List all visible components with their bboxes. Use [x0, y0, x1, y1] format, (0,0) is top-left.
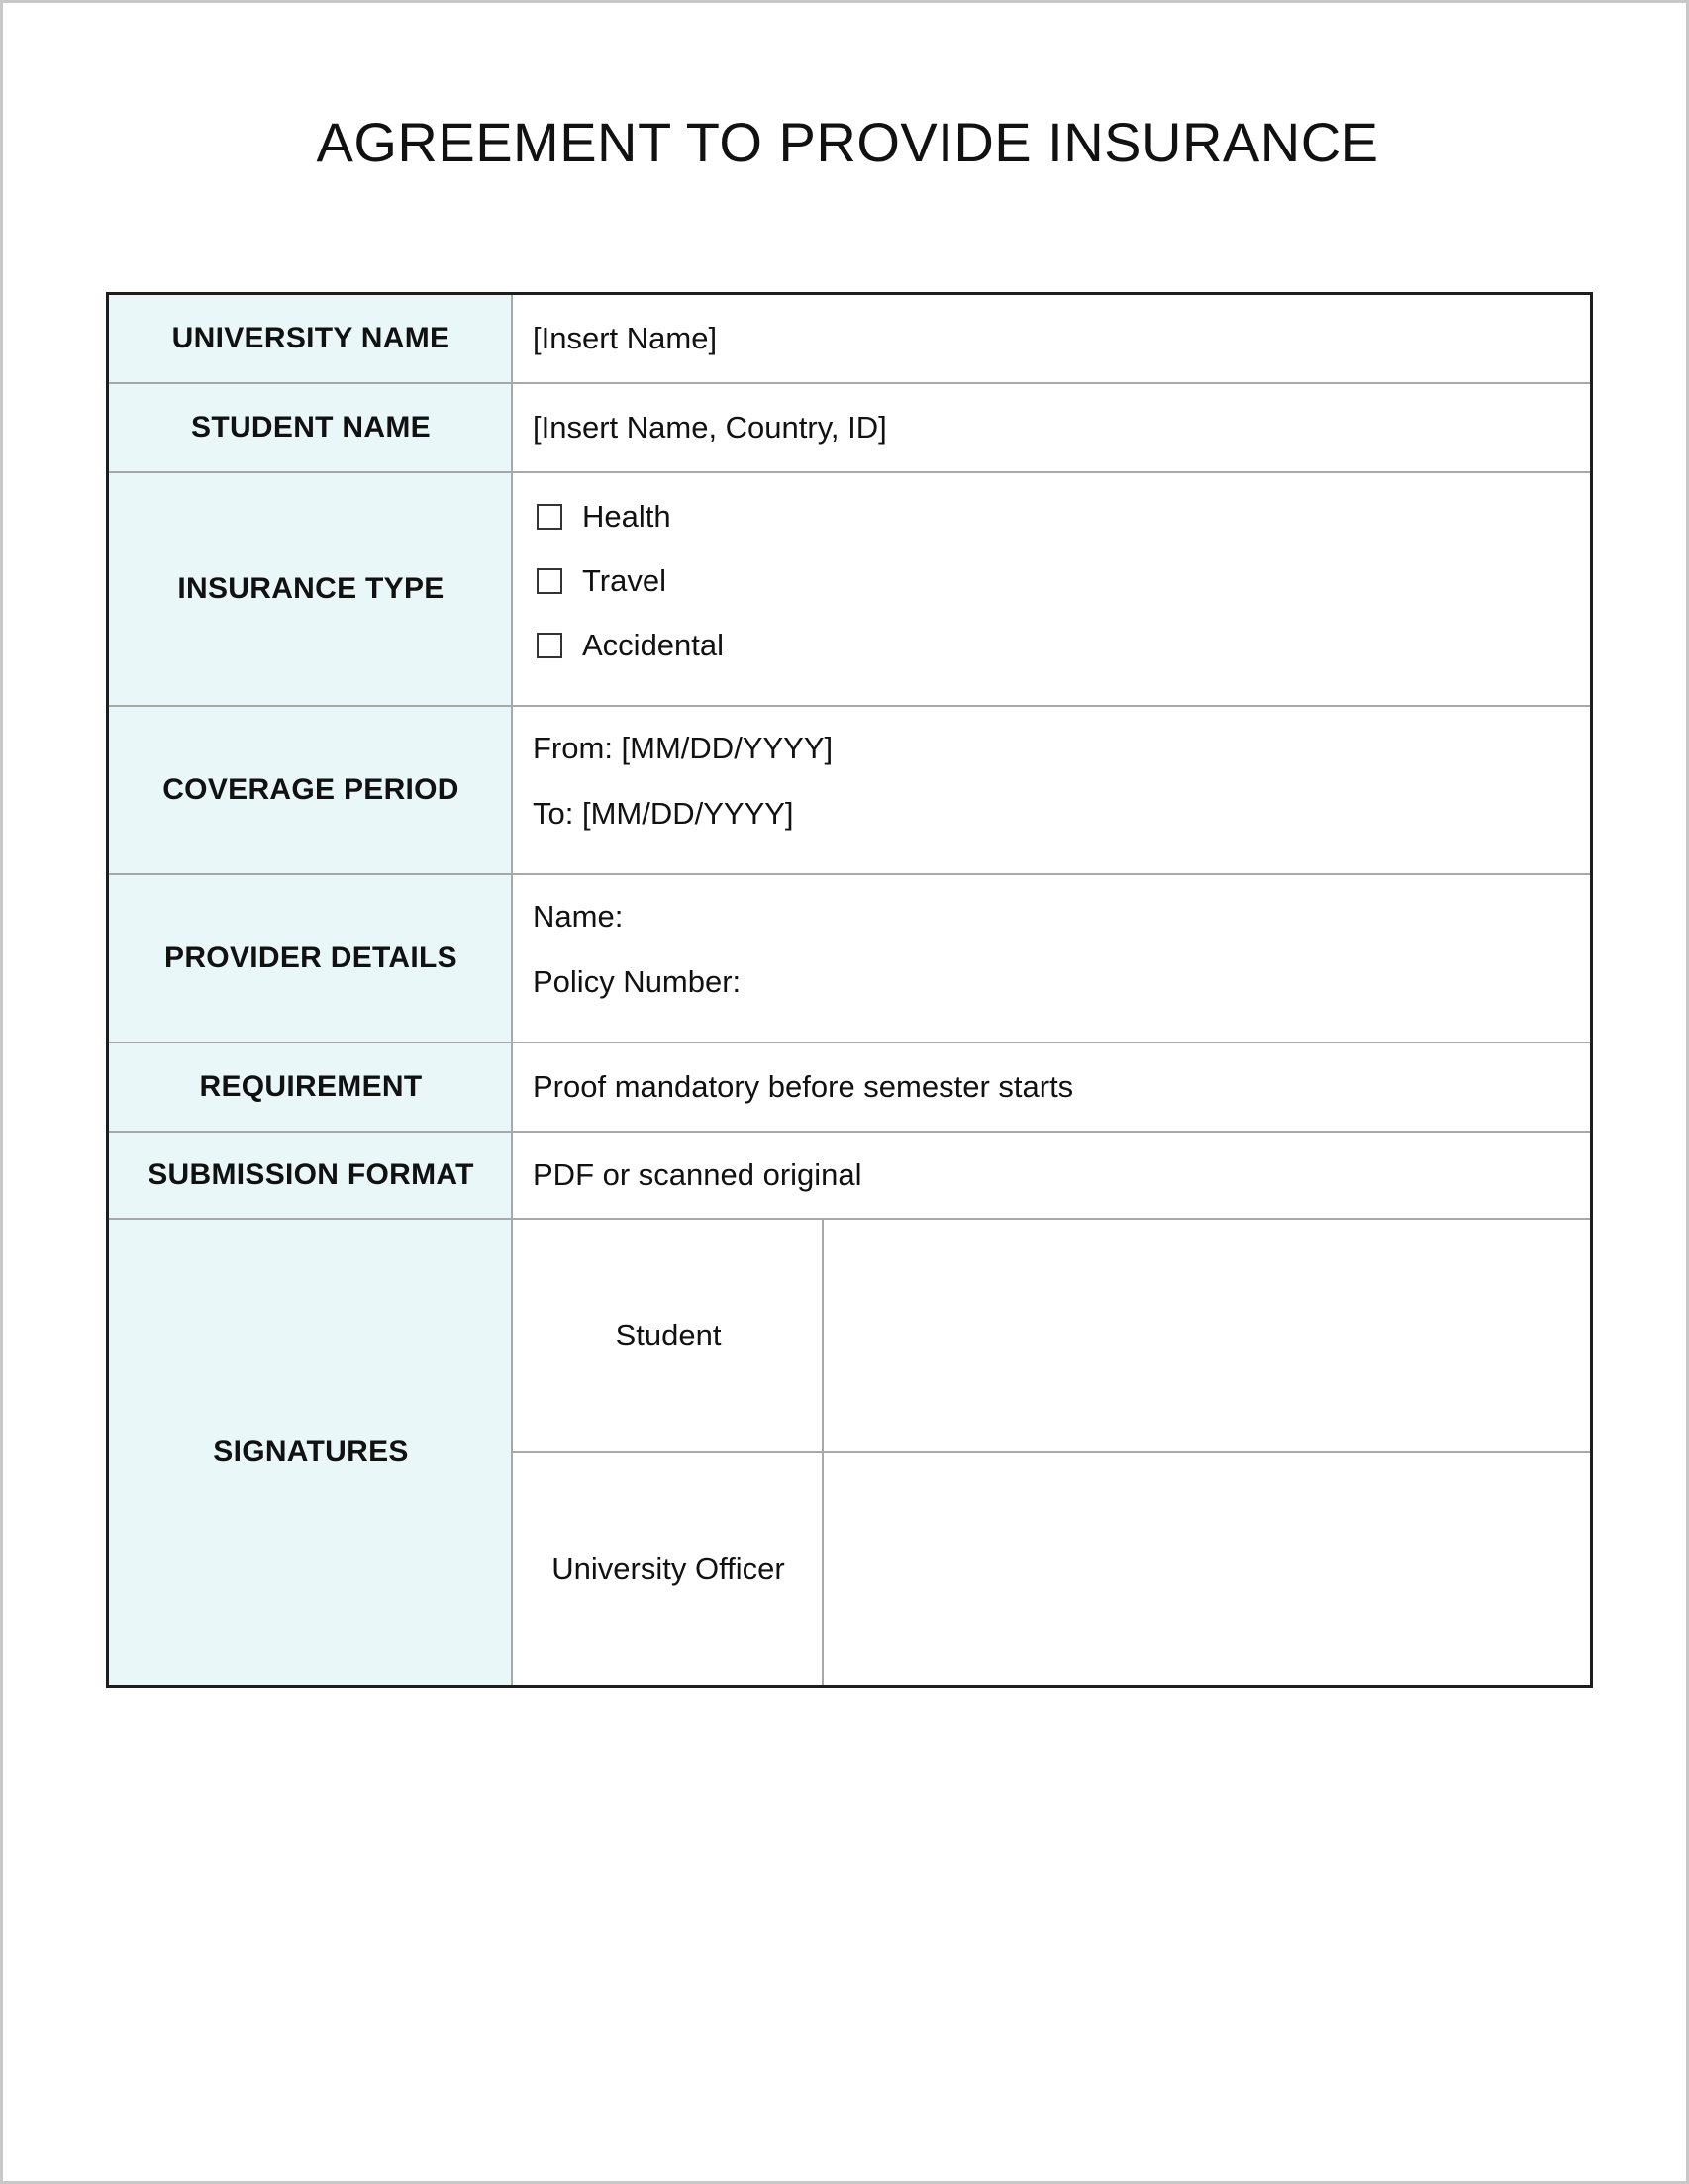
accidental-checkbox[interactable] [537, 633, 562, 658]
university-name-field[interactable]: [Insert Name] [533, 321, 718, 355]
coverage-from-field[interactable]: From: [MM/DD/YYYY] [533, 731, 834, 765]
coverage-to-field[interactable]: To: [MM/DD/YYYY] [533, 796, 794, 831]
health-checkbox[interactable] [537, 504, 562, 530]
signatures-label: SIGNATURES [213, 1436, 409, 1468]
officer-signature-field[interactable] [824, 1453, 1590, 1685]
health-option-label: Health [582, 499, 671, 534]
submission-format-label: SUBMISSION FORMAT [148, 1158, 474, 1191]
student-name-label: STUDENT NAME [191, 411, 431, 444]
insurance-type-label: INSURANCE TYPE [177, 572, 445, 605]
policy-number-field[interactable]: Policy Number: [533, 964, 742, 999]
student-signature-field[interactable] [824, 1220, 1590, 1451]
submission-format-value: PDF or scanned original [533, 1157, 862, 1192]
document-title: AGREEMENT TO PROVIDE INSURANCE [316, 111, 1379, 173]
accidental-option-label: Accidental [582, 628, 725, 662]
provider-name-field[interactable]: Name: [533, 899, 624, 934]
insurance-option-accidental[interactable] [537, 628, 724, 663]
student-name-field[interactable]: [Insert Name, Country, ID] [533, 410, 887, 445]
officer-signer-label: University Officer [551, 1551, 785, 1586]
travel-option-label: Travel [582, 563, 666, 598]
insurance-option-travel[interactable] [537, 563, 666, 599]
student-signer-label: Student [615, 1318, 722, 1352]
requirement-label: REQUIREMENT [199, 1070, 423, 1103]
coverage-period-label: COVERAGE PERIOD [162, 773, 459, 806]
requirement-value: Proof mandatory before semester starts [533, 1069, 1074, 1104]
university-name-label: UNIVERSITY NAME [171, 322, 450, 354]
insurance-option-health[interactable] [537, 499, 671, 535]
provider-details-label: PROVIDER DETAILS [164, 942, 457, 974]
insurance-form-table [106, 292, 1593, 1688]
travel-checkbox[interactable] [537, 568, 562, 594]
